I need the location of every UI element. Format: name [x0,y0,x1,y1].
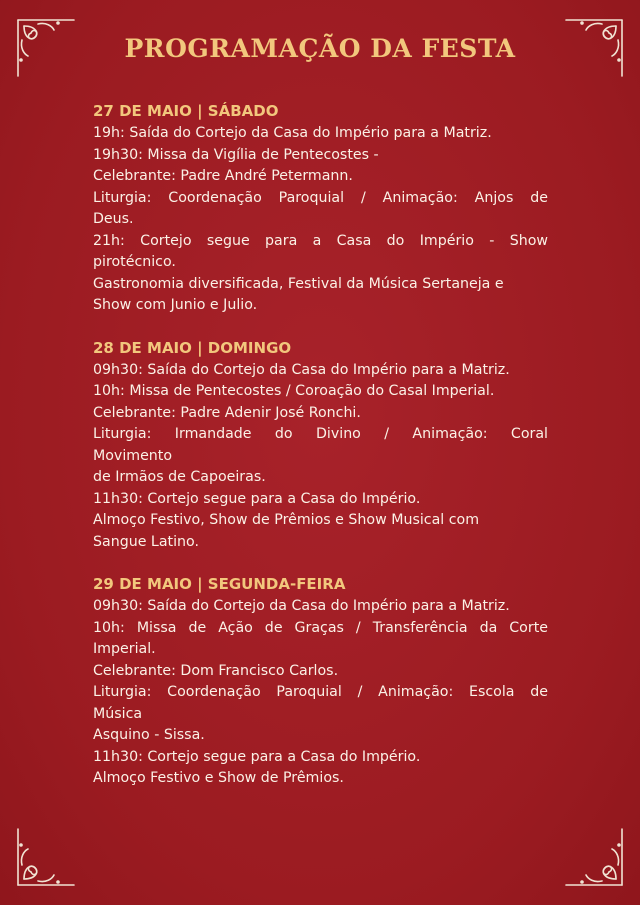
schedule-line: de Irmãos de Capoeiras. [93,469,266,485]
schedule-line: 21h: Cortejo segue para a Casa do Império - Show [93,232,548,249]
schedule-line: Sangue Latino. [93,533,199,550]
day-heading: 27 DE MAIO | SÁBADO [93,102,279,120]
schedule-line: Celebrante: Dom Francisco Carlos. [93,662,339,679]
schedule-line: Música [93,705,143,722]
schedule-content [93,100,548,810]
schedule-line: Imperial. [93,641,156,657]
schedule-line: 19h30: Missa da Vigília de Pentecostes - [93,146,379,163]
schedule-line: Celebrante: Padre André Petermann. [93,168,353,184]
schedule-line: Liturgia: Irmandade do Divino / Animação: Coral [93,426,548,442]
schedule-day-1 [93,100,548,317]
schedule-day-3 [93,573,548,790]
schedule-line: 11h30: Cortejo segue para a Casa do Império. [93,490,421,507]
schedule-line: 19h: Saída do Cortejo da Casa do Império para a Matriz. [93,125,492,141]
schedule-line: Gastronomia diversificada, Festival da Música Sertaneja e [93,275,504,292]
schedule-line: 10h: Missa de Pentecostes / Coroação do Casal Imperial. [93,383,495,399]
schedule-line: Almoço Festivo e Show de Prêmios. [93,770,344,786]
page-title: PROGRAMAÇÃO DA FESTA [124,34,516,63]
schedule-line: Asquino - Sissa. [93,727,205,743]
schedule-line: 10h: Missa de Ação de Graças / Transferência da Corte [93,619,548,636]
schedule-line: Show com Junio e Julio. [93,297,258,313]
schedule-line: Liturgia: Coordenação Paroquial / Animação: Escola de [93,684,548,700]
day-heading: 28 DE MAIO | DOMINGO [93,338,292,357]
schedule-line: Celebrante: Padre Adenir José Ronchi. [93,404,361,421]
schedule-line: Liturgia: Coordenação Paroquial / Animação: Anjos de [93,189,548,206]
schedule-line: 09h30: Saída do Cortejo da Casa do Império para a Matriz. [93,598,510,614]
schedule-line: Deus. [93,211,134,227]
schedule-line: 11h30: Cortejo segue para a Casa do Império. [93,748,421,765]
schedule-line: 09h30: Saída do Cortejo da Casa do Império para a Matriz. [93,361,510,378]
day-heading: 29 DE MAIO | SEGUNDA-FEIRA [93,575,346,593]
schedule-line: pirotécnico. [93,254,176,270]
scroll-ornament-icon [562,825,626,889]
scroll-ornament-icon [14,825,78,889]
schedule-day-2 [93,337,548,554]
schedule-line: Almoço Festivo, Show de Prêmios e Show Musical com [93,512,480,528]
schedule-line: Movimento [93,447,173,464]
